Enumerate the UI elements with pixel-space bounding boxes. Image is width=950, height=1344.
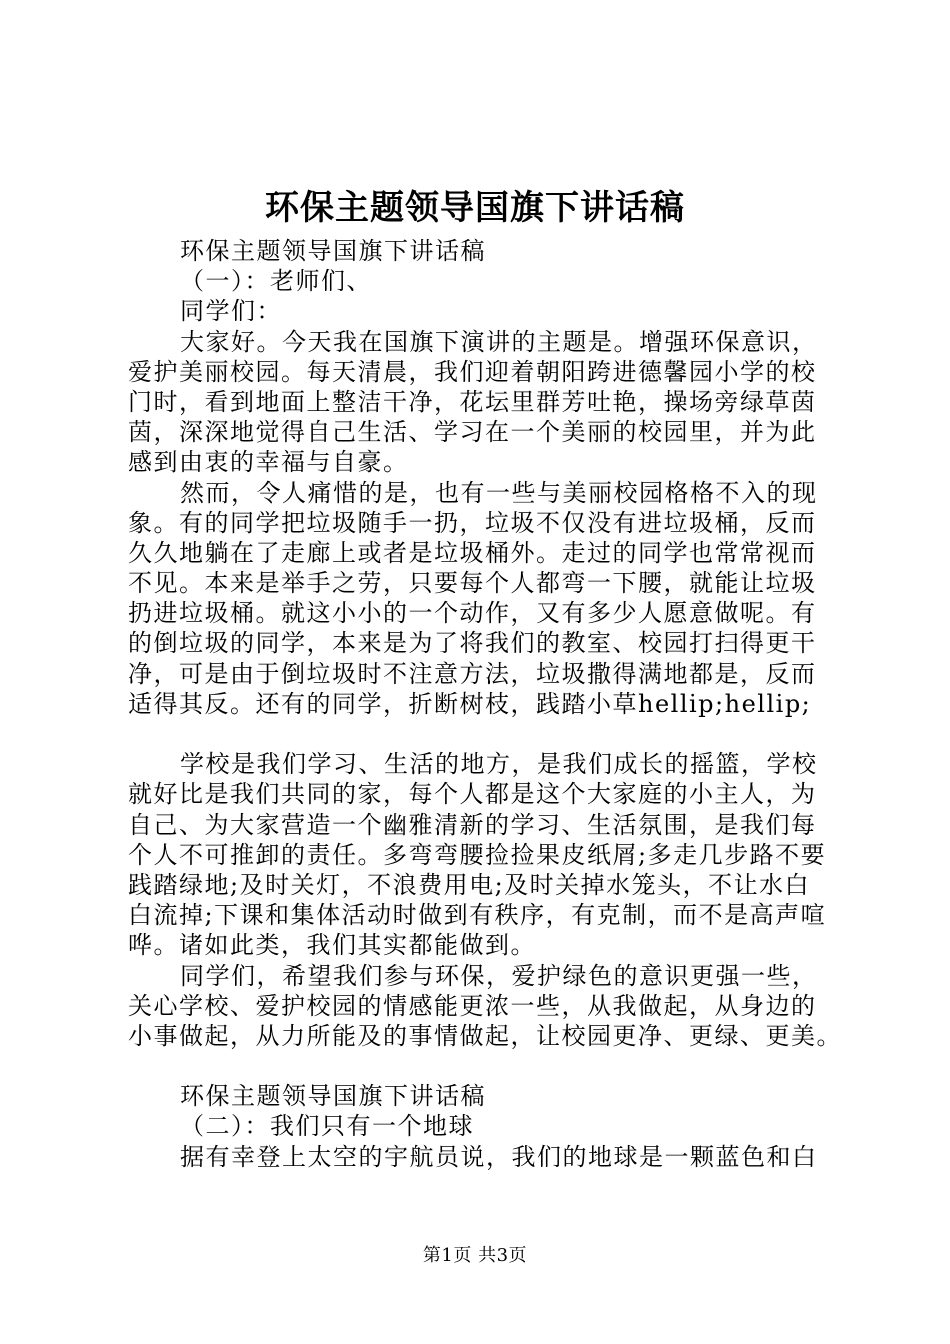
text-line (128, 1051, 834, 1081)
text-line: 自己、为大家营造一个幽雅清新的学习、生活氛围，是我们每 (128, 810, 817, 839)
text-line: 据有幸登上太空的宇航员说，我们的地球是一颗蓝色和白 (180, 1142, 818, 1171)
text-line: 同学们： (180, 297, 282, 326)
text-line: 环保主题领导国旗下讲话稿 (180, 1082, 486, 1111)
text-line: 不见。本来是举手之劳，只要每个人都弯一下腰，就能让垃圾 (128, 569, 817, 598)
text-line (128, 719, 834, 749)
text-line: 爱护美丽校园。每天清晨，我们迎着朝阳跨进德馨园小学的校 (128, 357, 817, 386)
text-line: 环保主题领导国旗下讲话稿 (180, 237, 486, 265)
text-line: 适得其反。还有的同学，折断树枝，践踏小草hellip;hellip; (128, 689, 812, 718)
document-title: 环保主题领导国旗下讲话稿 (265, 188, 685, 228)
text-line: 感到由衷的幸福与自豪。 (128, 448, 409, 477)
text-line: 白流掉;下课和集体活动时做到有秩序，有克制，而不是高声喧 (128, 901, 827, 930)
text-line: 门时，看到地面上整洁干净，花坛里群芳吐艳，操场旁绿草茵 (128, 387, 817, 416)
text-line: 小事做起，从力所能及的事情做起，让校园更净、更绿、更美。 (128, 1021, 842, 1050)
text-line: 然而，令人痛惜的是，也有一些与美丽校园格格不入的现 (180, 478, 818, 507)
text-line: 个人不可推卸的责任。多弯弯腰捡捡果皮纸屑;多走几步路不要 (128, 840, 827, 869)
text-line: 大家好。今天我在国旗下演讲的主题是。增强环保意识， (180, 327, 818, 356)
text-line: 哗。诸如此类，我们其实都能做到。 (128, 931, 536, 960)
text-line: 净，可是由于倒垃圾时不注意方法，垃圾撒得满地都是，反而 (128, 659, 817, 688)
page-footer: 第1页 共3页 (422, 1245, 528, 1266)
text-line: 扔进垃圾桶。就这小小的一个动作，又有多少人愿意做呢。有 (128, 599, 817, 628)
text-line: 学校是我们学习、生活的地方，是我们成长的摇篮，学校 (180, 750, 818, 779)
text-line: （二）：我们只有一个地球 (180, 1112, 474, 1141)
text-line: （一）：老师们、 (180, 267, 372, 296)
text-line: 茵，深深地觉得自己生活、学习在一个美丽的校园里，并为此 (128, 418, 817, 447)
text-line: 同学们，希望我们参与环保，爱护绿色的意识更强一些， (180, 961, 818, 990)
text-line: 关心学校、爱护校园的情感能更浓一些，从我做起，从身边的 (128, 991, 817, 1020)
text-line: 久久地躺在了走廊上或者是垃圾桶外。走过的同学也常常视而 (128, 538, 817, 567)
text-line: 就好比是我们共同的家，每个人都是这个大家庭的小主人，为 (128, 780, 817, 809)
document-body (128, 236, 842, 1172)
text-line: 的倒垃圾的同学，本来是为了将我们的教室、校园打扫得更干 (128, 629, 817, 658)
text-line: 践踏绿地;及时关灯，不浪费用电;及时关掉水笼头，不让水白 (128, 870, 811, 899)
text-line: 象。有的同学把垃圾随手一扔，垃圾不仅没有进垃圾桶，反而 (128, 508, 817, 537)
